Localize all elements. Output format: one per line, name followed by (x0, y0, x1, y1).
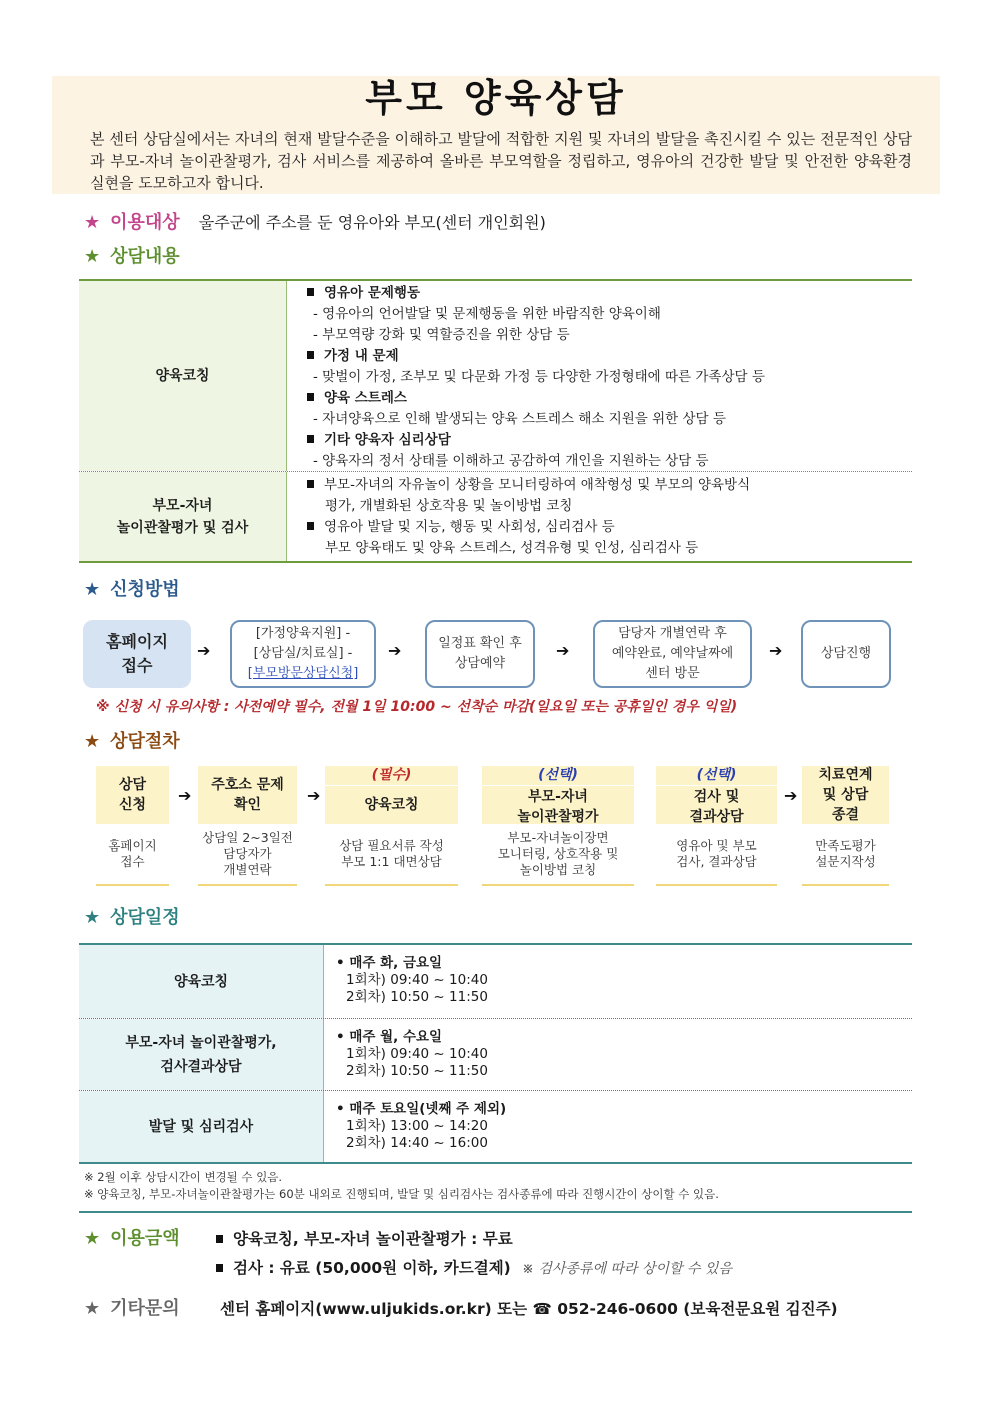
row-header: 부모-자녀 놀이관찰평가, 검사결과상담 (79, 1019, 324, 1090)
row-header: 부모-자녀 놀이관찰평가 및 검사 (79, 472, 287, 561)
table-row (79, 945, 912, 1018)
fee-label: 이용금액 (110, 1228, 180, 1249)
list-item: - 영유아의 언어발달 및 문제행동을 위한 바람직한 양육이해 (313, 306, 661, 322)
list-item: - 자녀양육으로 인해 발생되는 양육 스트레스 해소 지원을 위한 상담 등 (313, 411, 726, 427)
flow-step-menu-path: [가정양육지원] - [상담실/치료실] - [부모방문상담신청] (230, 620, 376, 688)
table-row (79, 281, 912, 471)
content-table (79, 279, 912, 563)
flow-step-homepage: 홈페이지 접수 (83, 620, 191, 688)
arrow-icon: ➔ (784, 786, 798, 805)
procedure-step-close: 치료연계 및 상담 종결 만족도평가 설문지작성 (802, 766, 889, 886)
flow-step-contact: 담당자 개별연락 후 예약완료, 예약날짜에 센터 방문 (593, 620, 752, 688)
list-item: 평가, 개별화된 상호작용 및 놀이방법 코칭 (325, 498, 573, 514)
table-row (79, 471, 912, 561)
row-content (287, 472, 912, 561)
arrow-icon: ➔ (197, 641, 211, 660)
page-title: 부모 양육상담 (365, 76, 627, 120)
star-icon: ★ (84, 907, 101, 928)
list-item: 양육 스트레스 (307, 388, 912, 409)
flow-step-consult: 상담진행 (801, 620, 891, 688)
procedure-step-apply: 상담 신청 홈페이지 접수 (96, 766, 169, 886)
star-icon: ★ (84, 1298, 101, 1319)
list-item: 가정 내 문제 (307, 346, 912, 367)
arrow-icon: ➔ (388, 641, 402, 660)
content-label: 상담내용 (110, 246, 180, 267)
schedule-label: 상담일정 (110, 907, 180, 928)
row-content: • 매주 월, 수요일 1회차) 09:40 ~ 10:40 2회차) 10:50 ~ 11:50 (336, 1029, 488, 1079)
apply-label: 신청방법 (110, 579, 180, 600)
contact-label: 기타문의 (110, 1298, 180, 1319)
target-text: 울주군에 주소를 둔 영유아와 부모(센터 개인회원) (198, 213, 546, 232)
list-item: 영유아 발달 및 지능, 행동 및 사회성, 심리검사 등 (307, 517, 912, 538)
schedule-note: ※ 양육코칭, 부모-자녀놀이관찰평가는 60분 내외로 진행되며, 발달 및 심리검사는 검사종류에 따라 진행시간이 상이할 수 있음. (84, 1187, 719, 1201)
star-icon: ★ (84, 731, 101, 752)
procedure-label: 상담절차 (110, 731, 180, 752)
phone-icon: ☎ (532, 1300, 552, 1318)
schedule-note: ※ 2월 이후 상담시간이 변경될 수 있음. (84, 1170, 283, 1184)
fee-heading (84, 1226, 180, 1252)
procedure-step-play-eval: (선택) 부모-자녀 놀이관찰평가 부모-자녀놀이장면 모니터링, 상호작용 및 놀이방법 코칭 (482, 766, 634, 886)
arrow-icon: ➔ (178, 786, 192, 805)
list-item: - 양육자의 정서 상태를 이해하고 공감하여 개인을 지원하는 상담 등 (313, 453, 709, 469)
target-label: 이용대상 (110, 212, 180, 233)
apply-heading (84, 577, 180, 603)
contact-heading (84, 1296, 180, 1322)
intro-text: 본 센터 상담실에서는 자녀의 현재 발달수준을 이해하고 발달에 적합한 지원 및 자녀의 발달을 촉진시킬 수 있는 전문적인 상담과 부모-자녀 놀이관찰평가, 검사 서비스를 제공하여 올바른 부모역할을 정립하고, 영유아의 건강한 발달 및 안전한 양육환경 실현을 도모하고자 합니다. (90, 130, 912, 192)
row-header: 양육코칭 (79, 945, 324, 1018)
schedule-table (79, 943, 912, 1164)
list-item: - 부모역량 강화 및 역할증진을 위한 상담 등 (313, 327, 570, 343)
procedure-step-check: 주호소 문제 확인 상담일 2~3일전 담당자가 개별연락 (198, 766, 297, 886)
row-content: • 매주 토요일(넷째 주 제외) 1회차) 13:00 ~ 14:20 2회차) 14:40 ~ 16:00 (336, 1101, 507, 1151)
row-header: 양육코칭 (79, 281, 287, 471)
star-icon: ★ (84, 246, 101, 267)
list-item: - 맞벌이 가정, 조부모 및 다문화 가정 등 다양한 가정형태에 따른 가족상담 등 (313, 369, 765, 385)
flow-step-reserve: 일정표 확인 후 상담예약 (425, 620, 535, 688)
contact-text: 센터 홈페이지(www.uljukids.or.kr) 또는 ☎ 052-246-0600 (보육전문요원 김진주) (220, 1300, 838, 1318)
list-item: 부모 양육태도 및 양육 스트레스, 성격유형 및 인성, 심리검사 등 (325, 540, 699, 556)
row-header: 발달 및 심리검사 (79, 1091, 324, 1162)
procedure-step-coaching: (필수) 양육코칭 상담 필요서류 작성 부모 1:1 대면상담 (325, 766, 458, 886)
target-section (84, 210, 546, 236)
arrow-icon: ➔ (769, 641, 783, 660)
apply-note: ※ 신청 시 유의사항 : 사전예약 필수, 전월 1일 10:00 ~ 선착순 마감(일요일 또는 공휴일인 경우 익일) (96, 699, 738, 715)
star-icon: ★ (84, 579, 101, 600)
procedure-heading (84, 729, 180, 755)
divider (79, 1211, 912, 1213)
content-heading (84, 244, 180, 270)
arrow-icon: ➔ (556, 641, 570, 660)
row-content (287, 281, 912, 471)
row-content: • 매주 화, 금요일 1회차) 09:40 ~ 10:40 2회차) 10:50 ~ 11:50 (336, 955, 488, 1005)
star-icon: ★ (84, 212, 101, 233)
arrow-icon: ➔ (307, 786, 321, 805)
list-item: 부모-자녀의 자유놀이 상황을 모니터링하여 애착형성 및 부모의 양육방식 (307, 475, 912, 496)
table-row (79, 1018, 912, 1090)
list-item: 영유아 문제행동 (307, 283, 912, 304)
list-item: 기타 양육자 심리상담 (307, 430, 912, 451)
header-box (52, 76, 940, 194)
schedule-heading (84, 905, 180, 931)
fee-line: 검사 : 유료 (50,000원 이하, 카드결제) ※ 검사종류에 따라 상이할 수 있음 (216, 1257, 732, 1280)
star-icon: ★ (84, 1228, 101, 1249)
table-row (79, 1090, 912, 1162)
procedure-step-test: (선택) 검사 및 결과상담 영유아 및 부모 검사, 결과상담 (656, 766, 777, 886)
visit-consult-link[interactable]: [부모방문상담신청] (247, 666, 359, 681)
fee-line: 양육코칭, 부모-자녀 놀이관찰평가 : 무료 (216, 1228, 513, 1250)
